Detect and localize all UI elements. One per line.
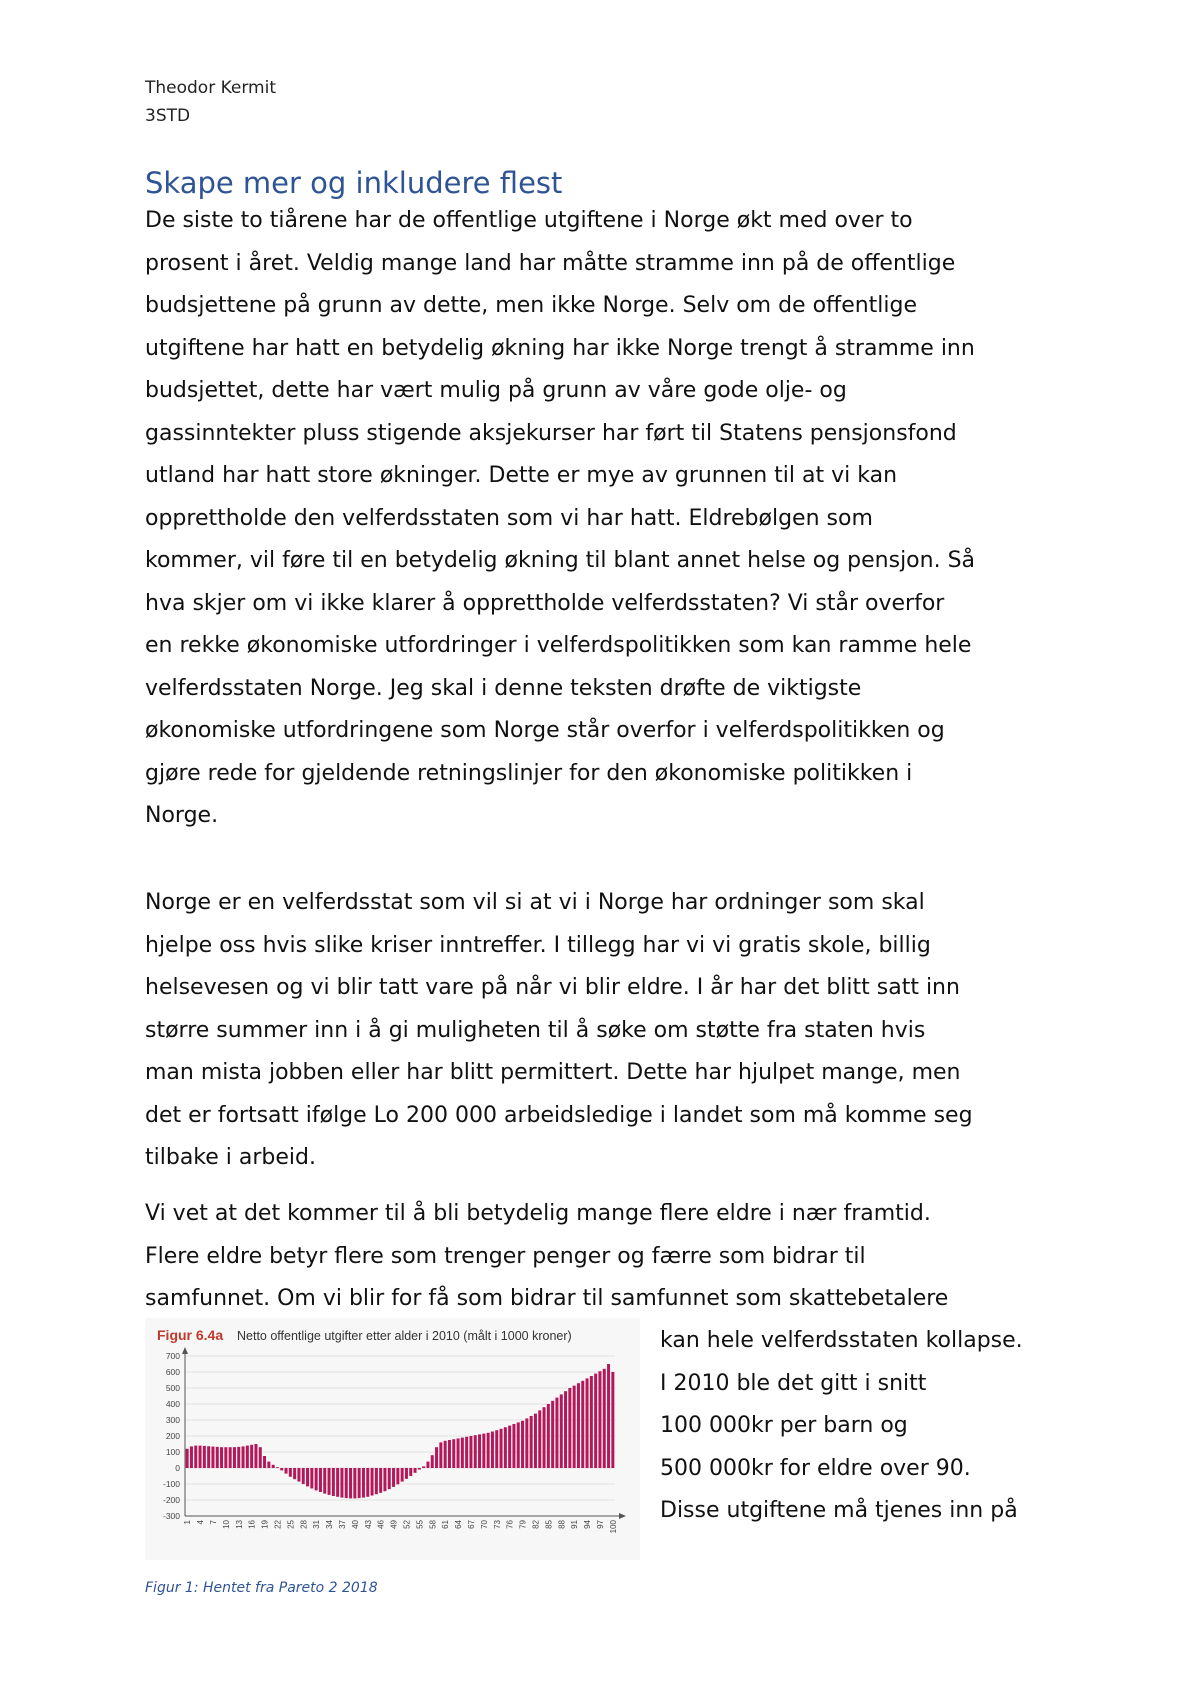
bar-age-9 (220, 1447, 223, 1468)
bar-age-19 (263, 1456, 266, 1468)
text-line: I 2010 ble det gitt i snitt (660, 1370, 927, 1396)
paragraph-wrap-text (660, 1320, 1080, 1533)
class-name: 3STD (145, 106, 191, 126)
bar-age-5 (203, 1446, 206, 1468)
bar-age-38 (345, 1468, 348, 1498)
text-line: velferdsstaten Norge. Jeg skal i denne teksten drøfte de viktigste (145, 675, 862, 701)
y-tick-label: 200 (165, 1431, 180, 1441)
x-tick-label: 28 (299, 1520, 309, 1529)
bar-age-67 (469, 1436, 472, 1468)
bar-age-28 (302, 1468, 305, 1484)
x-tick-label: 34 (325, 1520, 335, 1529)
text-line: en rekke økonomiske utfordringer i velferdspolitikken som kan ramme hele (145, 633, 972, 658)
bar-age-100 (611, 1372, 614, 1468)
text-line: budsjettet, dette har vært mulig på grunn av våre gode olje- og (145, 378, 847, 403)
x-tick-label: 61 (441, 1520, 451, 1529)
bar-age-22 (276, 1467, 279, 1468)
text-line: utgiftene har hatt en betydelig økning har ikke Norge trengt å stramme inn (145, 335, 975, 361)
paragraph-elderly (145, 1193, 1065, 1321)
x-tick-label: 70 (479, 1520, 489, 1529)
bar-age-89 (564, 1391, 567, 1468)
bar-age-69 (478, 1434, 481, 1468)
x-tick-label: 31 (312, 1520, 322, 1529)
x-tick-label: 37 (337, 1520, 347, 1529)
bar-age-4 (199, 1446, 202, 1468)
x-tick-label: 25 (286, 1520, 296, 1529)
bar-age-14 (242, 1446, 245, 1468)
bar-age-51 (401, 1468, 404, 1482)
bar-age-29 (306, 1468, 309, 1486)
page-title: Skape mer og inkludere flest (145, 166, 563, 200)
bar-age-86 (551, 1401, 554, 1468)
bar-age-57 (426, 1462, 429, 1468)
x-tick-label: 1 (183, 1520, 193, 1525)
text-line: økonomiske utfordringene som Norge står overfor i velferdspolitikken og (145, 718, 945, 743)
bar-age-31 (315, 1468, 318, 1490)
text-line: De siste to tiårene har de offentlige utgiftene i Norge økt med over to (145, 208, 913, 233)
bar-age-44 (371, 1468, 374, 1496)
y-tick-label: 100 (165, 1447, 180, 1457)
bar-age-18 (259, 1447, 262, 1468)
text-line: utland har hatt store økninger. Dette er mye av grunnen til at vi kan (145, 463, 898, 488)
text-line: 100 000kr per barn og (660, 1413, 908, 1438)
bar-age-2 (190, 1446, 193, 1468)
bar-age-49 (392, 1468, 395, 1487)
bar-age-87 (555, 1398, 558, 1468)
y-axis-arrow (182, 1347, 188, 1354)
bar-age-21 (272, 1465, 275, 1468)
text-line: kan hele velferdsstaten kollapse. (660, 1328, 1023, 1353)
bar-age-35 (332, 1468, 335, 1496)
bar-age-98 (603, 1369, 606, 1468)
bar-age-73 (495, 1430, 498, 1468)
y-tick-label: 600 (165, 1367, 180, 1377)
bar-age-96 (594, 1374, 597, 1468)
bar-age-15 (246, 1446, 249, 1468)
bar-age-7 (211, 1447, 214, 1468)
bar-age-3 (194, 1446, 197, 1468)
bar-age-27 (297, 1468, 300, 1482)
bar-age-33 (323, 1468, 326, 1494)
text-line: det er fortsatt ifølge Lo 200 000 arbeidsledige i landet som må komme seg (145, 1102, 973, 1128)
text-line: Vi vet at det kommer til å bli betydelig mange flere eldre i nær framtid. (145, 1201, 931, 1226)
bar-age-47 (383, 1468, 386, 1491)
text-line: Flere eldre betyr flere som trenger penger og færre som bidrar til (145, 1243, 866, 1269)
bar-age-60 (439, 1442, 442, 1468)
bar-age-55 (418, 1468, 421, 1470)
x-tick-label: 76 (505, 1520, 515, 1529)
bar-age-99 (607, 1364, 610, 1468)
y-tick-label: -300 (162, 1511, 180, 1521)
x-tick-label: 82 (531, 1520, 541, 1529)
bar-chart (145, 1318, 640, 1560)
y-tick-label: -100 (162, 1479, 180, 1489)
text-line: 500 000kr for eldre over 90. (660, 1455, 971, 1481)
x-axis-arrow (619, 1513, 626, 1519)
bar-age-40 (353, 1468, 356, 1498)
bar-age-85 (547, 1404, 550, 1468)
text-line: tilbake i arbeid. (145, 1145, 316, 1170)
bar-age-37 (340, 1468, 343, 1498)
y-tick-label: 0 (175, 1463, 180, 1473)
bar-age-64 (457, 1438, 460, 1468)
text-line: gassinntekter pluss stigende aksjekurser har ført til Statens pensjonsfond (145, 420, 957, 446)
x-tick-label: 100 (608, 1520, 618, 1534)
x-tick-label: 97 (595, 1520, 605, 1529)
bar-age-10 (224, 1447, 227, 1468)
bar-age-80 (525, 1418, 528, 1468)
bar-age-8 (216, 1447, 219, 1468)
bar-age-59 (435, 1447, 438, 1468)
bar-age-34 (328, 1468, 331, 1495)
x-tick-label: 10 (221, 1520, 231, 1529)
bar-age-61 (444, 1441, 447, 1468)
x-tick-label: 58 (428, 1520, 438, 1529)
bar-age-23 (280, 1468, 283, 1470)
bar-age-79 (521, 1421, 524, 1468)
text-line: hva skjer om vi ikke klarer å opprettholde velferdsstaten? Vi står overfor (145, 590, 945, 616)
bar-age-46 (379, 1468, 382, 1493)
bar-age-53 (409, 1468, 412, 1476)
x-tick-label: 91 (570, 1520, 580, 1529)
paragraph-welfare (145, 882, 1065, 1180)
bar-age-70 (482, 1434, 485, 1468)
x-tick-label: 55 (415, 1520, 425, 1529)
bar-age-92 (577, 1383, 580, 1468)
document-header (145, 74, 276, 130)
x-tick-label: 85 (544, 1520, 554, 1529)
bar-age-66 (465, 1437, 468, 1468)
text-line: hjelpe oss hvis slike kriser inntreffer. I tillegg har vi vi gratis skole, billig (145, 932, 931, 958)
bar-age-25 (289, 1468, 292, 1477)
bar-age-6 (207, 1446, 210, 1468)
bar-age-45 (375, 1468, 378, 1494)
bar-age-97 (598, 1371, 601, 1468)
bar-age-12 (233, 1447, 236, 1468)
bar-age-13 (237, 1447, 240, 1468)
figure-label: Figur 6.4a (157, 1327, 224, 1343)
y-tick-label: 300 (165, 1415, 180, 1425)
x-tick-label: 88 (557, 1520, 567, 1529)
bar-age-71 (487, 1433, 490, 1468)
bar-age-36 (336, 1468, 339, 1497)
text-line: budsjettene på grunn av dette, men ikke Norge. Selv om de offentlige (145, 293, 918, 318)
y-tick-label: 400 (165, 1399, 180, 1409)
bar-age-42 (362, 1468, 365, 1498)
bar-age-74 (500, 1429, 503, 1468)
bar-age-88 (560, 1394, 563, 1468)
paragraph-intro (145, 200, 1065, 838)
text-line: gjøre rede for gjeldende retningslinjer for den økonomiske politikken i (145, 760, 913, 786)
x-tick-label: 16 (247, 1520, 257, 1529)
text-line: kommer, vil føre til en betydelig økning til blant annet helse og pensjon. Så (145, 548, 976, 573)
bar-age-83 (538, 1410, 541, 1468)
figure-chart (145, 1318, 640, 1560)
x-tick-label: 79 (518, 1520, 528, 1529)
bar-age-1 (186, 1449, 189, 1468)
bar-age-26 (293, 1468, 296, 1479)
bar-age-91 (573, 1386, 576, 1468)
y-tick-label: -200 (162, 1495, 180, 1505)
bar-age-77 (512, 1424, 515, 1468)
figure-caption: Figur 1: Hentet fra Pareto 2 2018 (145, 1580, 378, 1596)
bar-age-62 (448, 1440, 451, 1468)
y-tick-label: 700 (165, 1351, 180, 1361)
x-tick-label: 7 (208, 1520, 218, 1525)
bar-age-56 (422, 1466, 425, 1468)
text-line: Disse utgiftene må tjenes inn på (660, 1498, 1018, 1523)
bar-age-58 (431, 1455, 434, 1468)
text-line: prosent i året. Veldig mange land har måtte stramme inn på de offentlige (145, 250, 956, 276)
bar-age-48 (388, 1468, 391, 1489)
x-tick-label: 67 (466, 1520, 476, 1529)
bar-age-30 (310, 1468, 313, 1488)
bar-age-78 (517, 1422, 520, 1468)
bar-age-90 (568, 1388, 571, 1468)
text-line: Norge. (145, 803, 219, 828)
x-tick-label: 4 (196, 1520, 206, 1525)
x-tick-label: 40 (350, 1520, 360, 1529)
chart-title: Netto offentlige utgifter etter alder i 2010 (målt i 1000 kroner) (237, 1329, 572, 1343)
bar-age-11 (229, 1447, 232, 1468)
text-line: helsevesen og vi blir tatt vare på når vi blir eldre. I år har det blitt satt inn (145, 975, 960, 1000)
bar-age-50 (396, 1468, 399, 1484)
x-tick-label: 52 (402, 1520, 412, 1529)
bar-age-20 (267, 1462, 270, 1468)
bar-age-32 (319, 1468, 322, 1492)
bar-age-93 (581, 1381, 584, 1468)
bar-age-84 (543, 1407, 546, 1468)
x-tick-label: 49 (389, 1520, 399, 1529)
author-name: Theodor Kermit (145, 78, 277, 98)
bar-age-24 (285, 1468, 288, 1474)
bar-age-17 (254, 1444, 257, 1468)
bar-age-39 (349, 1468, 352, 1498)
bar-age-43 (366, 1468, 369, 1497)
bar-age-52 (405, 1468, 408, 1479)
bar-age-54 (414, 1468, 417, 1473)
x-tick-label: 46 (376, 1520, 386, 1529)
bar-age-75 (504, 1427, 507, 1468)
bar-age-65 (461, 1438, 464, 1468)
bar-age-76 (508, 1426, 511, 1468)
bar-age-68 (474, 1435, 477, 1468)
x-tick-label: 13 (234, 1520, 244, 1529)
x-tick-label: 73 (492, 1520, 502, 1529)
text-line: samfunnet. Om vi blir for få som bidrar til samfunnet som skattebetalere (145, 1286, 949, 1311)
bar-age-16 (250, 1445, 253, 1468)
x-tick-label: 43 (363, 1520, 373, 1529)
text-line: større summer inn i å gi muligheten til å søke om støtte fra staten hvis (145, 1017, 926, 1043)
bar-age-72 (491, 1432, 494, 1468)
x-tick-label: 64 (454, 1520, 464, 1529)
bar-age-63 (452, 1439, 455, 1468)
bar-age-95 (590, 1376, 593, 1468)
text-line: man mista jobben eller har blitt permittert. Dette har hjulpet mange, men (145, 1060, 961, 1085)
text-line: Norge er en velferdsstat som vil si at vi i Norge har ordninger som skal (145, 890, 925, 915)
x-tick-label: 94 (583, 1520, 593, 1529)
y-tick-label: 500 (165, 1383, 180, 1393)
text-line: opprettholde den velferdsstaten som vi har hatt. Eldrebølgen som (145, 505, 873, 531)
bar-age-81 (530, 1416, 533, 1468)
x-tick-label: 22 (273, 1520, 283, 1529)
x-tick-label: 19 (260, 1520, 270, 1529)
bar-age-82 (534, 1414, 537, 1468)
bar-age-41 (358, 1468, 361, 1498)
bar-age-94 (586, 1378, 589, 1468)
